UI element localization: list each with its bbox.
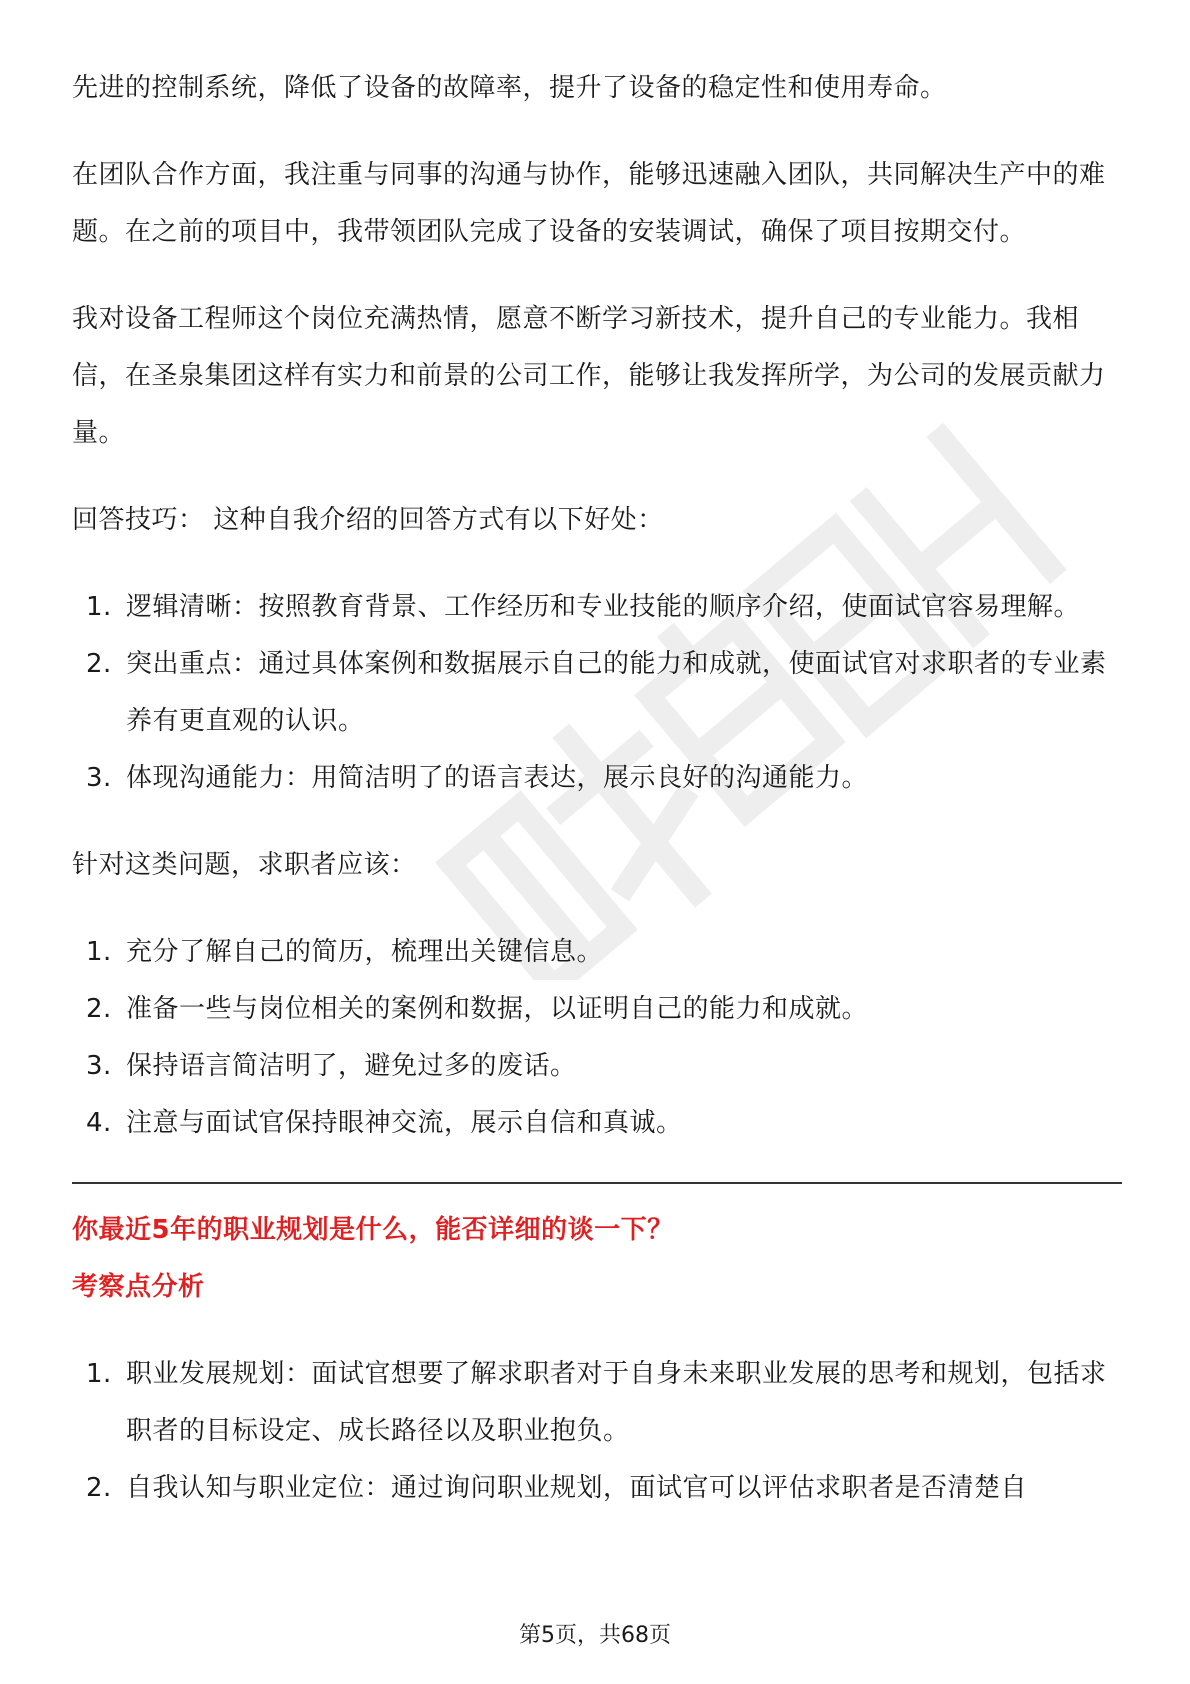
list-number: 2. [86,1473,112,1503]
paragraph-motivation: 我对设备工程师这个岗位充满热情，愿意不断学习新技术，提升自己的专业能力。我相信，在圣泉集团这样有实力和前景的公司工作，能够让我发挥所学，为公司的发展贡献力量。 [72,304,1106,448]
analysis-list [72,1346,1122,1517]
paragraph-achievement: 先进的控制系统，降低了设备的故障率，提升了设备的稳定性和使用寿命。 [72,73,947,103]
list-number: 3. [86,763,112,793]
analysis-subtitle: 考察点分析 [72,1272,205,1302]
list-item [72,1346,1122,1460]
list-item [72,981,1122,1038]
tips-list [72,579,1122,807]
list-number: 2. [86,649,112,679]
list-number: 3. [86,1051,112,1081]
list-number: 2. [86,994,112,1024]
list-text: 突出重点：通过具体案例和数据展示自己的能力和成就，使面试官对求职者的专业素养有更直观的认识。 [126,649,1107,736]
section-divider [72,1182,1122,1184]
list-text: 准备一些与岗位相关的案例和数据，以证明自己的能力和成就。 [126,994,869,1024]
list-number: 1. [86,592,112,622]
list-item [72,750,1122,807]
paragraph-teamwork: 在团队合作方面，我注重与同事的沟通与协作，能够迅速融入团队，共同解决生产中的难题。在之前的项目中，我带领团队完成了设备的安装调试，确保了项目按期交付。 [72,160,1106,247]
list-item [72,1038,1122,1095]
list-text: 逻辑清晰：按照教育背景、工作经历和专业技能的顺序介绍，使面试官容易理解。 [126,592,1081,622]
page-footer: 第5页，共68页 [519,1623,671,1648]
list-text: 体现沟通能力：用简洁明了的语言表达，展示良好的沟通能力。 [126,763,869,793]
list-item [72,636,1122,750]
list-text: 注意与面试官保持眼神交流，展示自信和真诚。 [126,1108,683,1138]
list-number: 1. [86,937,112,967]
list-item [72,924,1122,981]
list-number: 4. [86,1108,112,1138]
list-item [72,1460,1122,1517]
page-content [72,60,1122,1547]
list-item [72,579,1122,636]
list-text: 自我认知与职业定位：通过询问职业规划，面试官可以评估求职者是否清楚自 [126,1473,1028,1503]
question-title: 你最近5年的职业规划是什么，能否详细的谈一下？ [72,1215,674,1245]
list-text: 职业发展规划：面试官想要了解求职者对于自身未来职业发展的思考和规划，包括求职者的目标设定、成长路径以及职业抱负。 [126,1359,1107,1446]
list-number: 1. [86,1359,112,1389]
list-text: 保持语言简洁明了，避免过多的废话。 [126,1051,577,1081]
list-item [72,1095,1122,1152]
paragraph-answer-tips: 回答技巧： 这种自我介绍的回答方式有以下好处： [72,505,664,535]
advice-list [72,924,1122,1152]
paragraph-advice-intro: 针对这类问题，求职者应该： [72,850,417,880]
list-text: 充分了解自己的简历，梳理出关键信息。 [126,937,604,967]
